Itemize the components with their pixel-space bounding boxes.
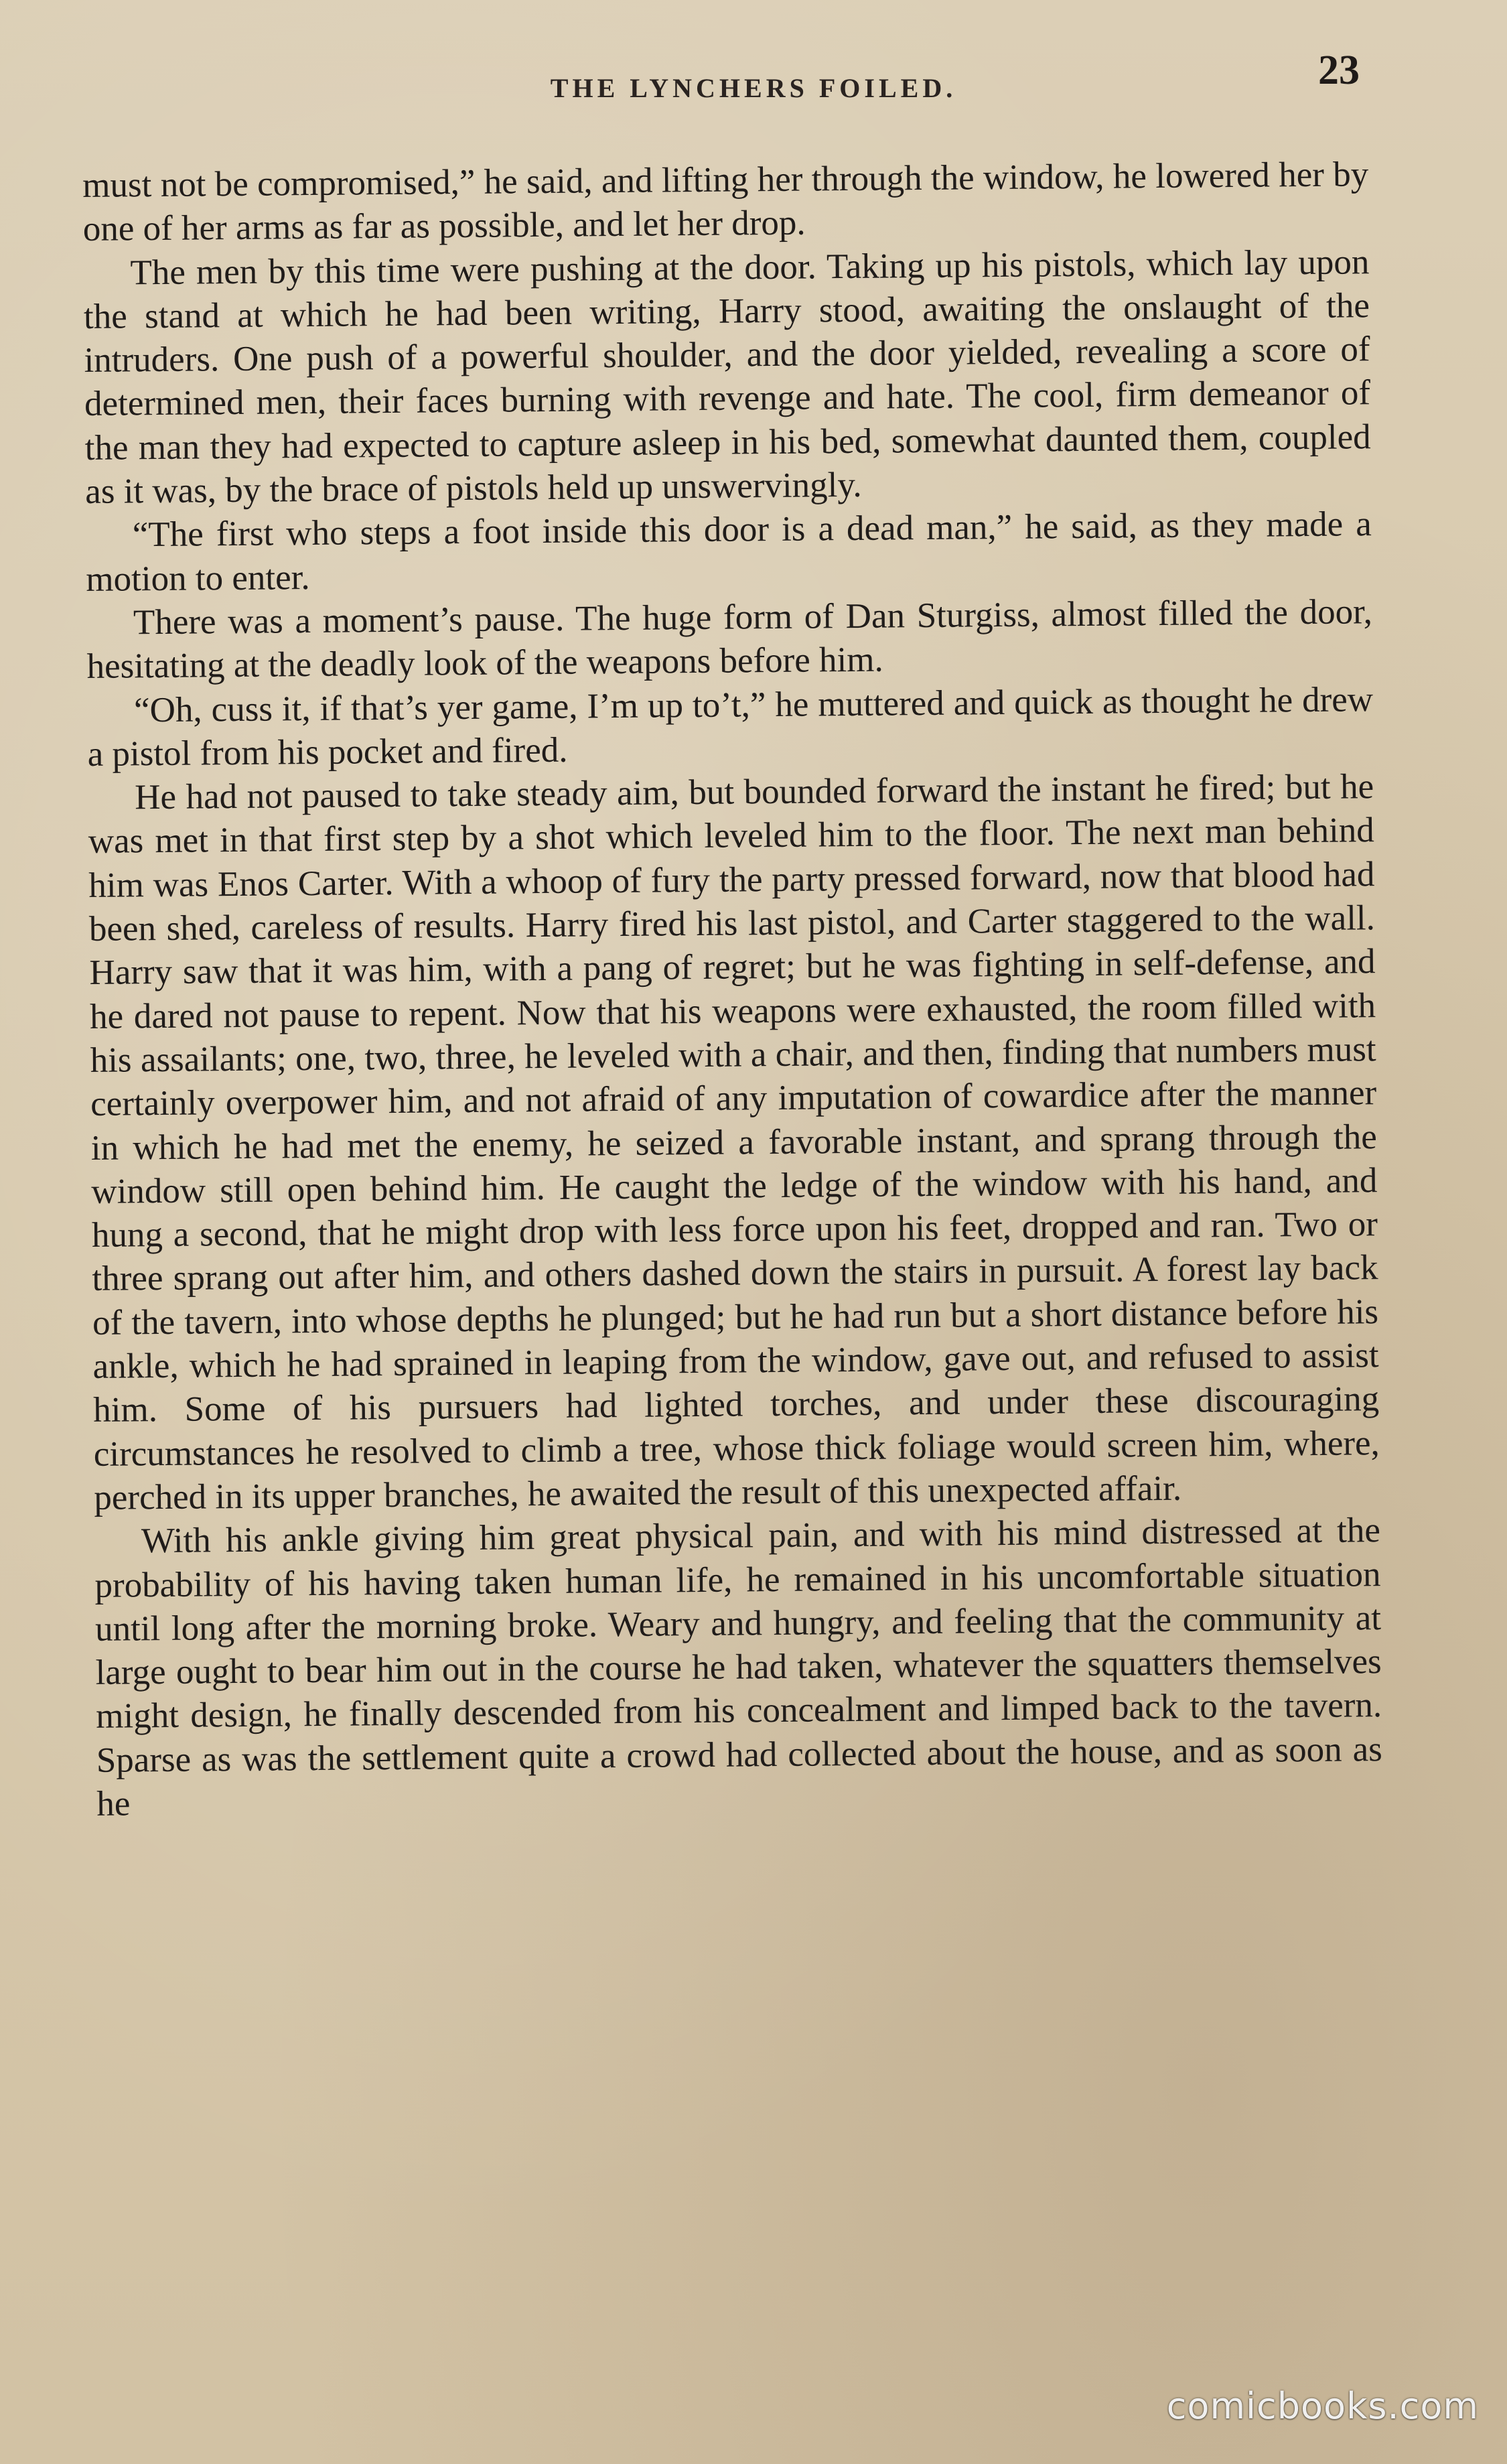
paragraph-1: must not be compromised,” he said, and lifting her through the window, he lowered her by one of her arms as far as possible, and let her drop. <box>82 155 1369 249</box>
body-text <box>82 153 1383 1826</box>
paragraph-7: With his ankle giving him great physical pain, and with his mind distressed at the probability of his having taken human life, he remained in his uncomfortable situation until long after the morning broke. Weary and hungry, and feeling that the community at large ought to bear him out in the course he had taken, whatever the squatters themselves might design, he finally descended from his concealment and limped back to the tavern. Sparse as was the settlement quite a crowd had collected about the house, and as soon as he <box>94 1511 1382 1824</box>
paragraph-3: “The first who steps a foot inside this door is a dead man,” he said, as they made a motion to enter. <box>86 504 1372 599</box>
paragraph-4: There was a moment’s pause. The huge form of Dan Sturgiss, almost filled the door, hesitating at the deadly look of the weapons before him. <box>86 592 1373 687</box>
running-head: THE LYNCHERS FOILED. <box>550 73 957 103</box>
page-number: 23 <box>1318 48 1360 93</box>
paragraph-5: “Oh, cuss it, if that’s yer game, I’m up to’t,” he muttered and quick as thought he drew a pistol from his pocket and fired. <box>87 679 1374 774</box>
watermark: comicbooks.com <box>1166 2385 1479 2427</box>
paragraph-6: He had not paused to take steady aim, but bounded forward the instant he fired; but he was met in that first step by a shot which leveled him to the floor. The next man behind him was Enos Carter. With a whoop of fury the party pressed forward, now that blood had been shed, careless of results. Harry fired his last pistol, and Carter staggered to the wall. Harry saw that it was him, with a pang of regret; but he was fighting in self-defense, and he dared not pause to repent. Now that his weapons were exhausted, the room filled with his assailants; one, two, three, he leveled with a chair, and then, finding that numbers must certainly overpower him, and not afraid of any imputation of cowardice after the manner in which he had met the enemy, he seized a favorable instant, and sprang through the window still open behind him. He caught the ledge of the window with his hand, and hung a second, that he might drop with less force upon his feet, dropped and ran. Two or three sprang out after him, and others dashed down the stairs in pursuit. A forest lay back of the tavern, into whose depths he plunged; but he had run but a short distance before his ankle, which he had sprained in leaping from the window, gave out, and refused to assist him. Some of his pursuers had lighted torches, and under these discouraging circumstances he resolved to climb a tree, whose thick foliage would screen him, where, perched in its upper branches, he awaited the result of this unexpected affair. <box>88 767 1380 1517</box>
paragraph-2: The men by this time were pushing at the door. Taking up his pistols, which lay upon the stand at which he had been writing, Harry stood, awaiting the onslaught of the intruders. One push of a powerful shoulder, and the door yielded, revealing a score of determined men, their faces burning with revenge and hate. The cool, firm demeanor of the man they had expected to capture asleep in his bed, somewhat daunted them, coupled as it was, by the brace of pistols held up unswervingly. <box>83 242 1371 512</box>
